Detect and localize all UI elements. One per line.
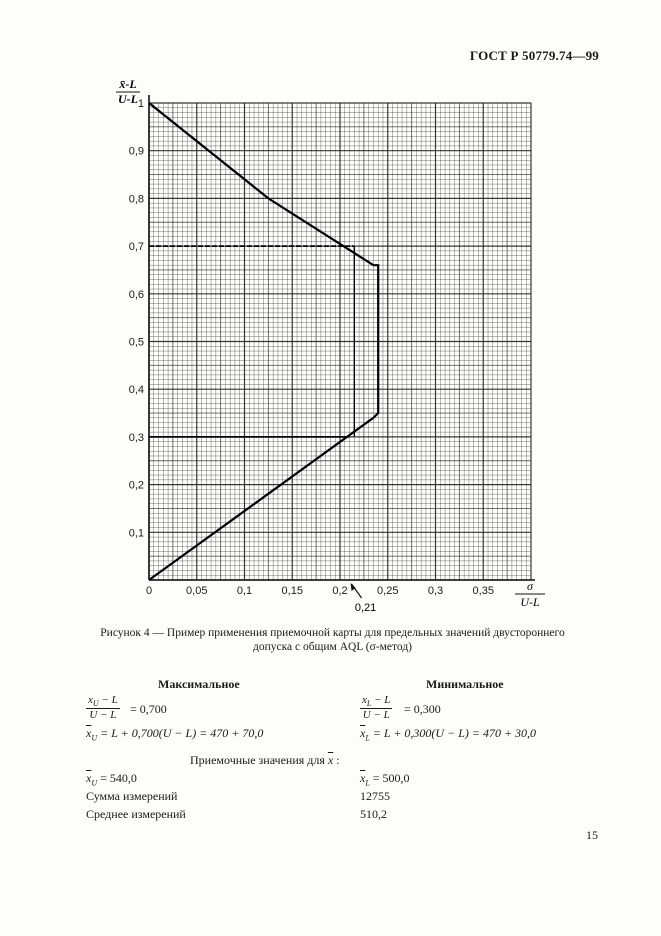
x-tick-label: 0 <box>145 585 153 597</box>
chart-grid <box>149 103 531 580</box>
x-axis-label-denominator: U-L <box>520 595 540 609</box>
x-tick-label: 0,1 <box>236 585 253 597</box>
mean-label: Среднее измерений <box>86 807 186 821</box>
right-formula: $\overline{x}_L = L + 0,300(U - L) = 470 + 30,0$ <box>360 726 537 743</box>
x-tick-label: 0,15 <box>281 585 303 597</box>
sum-value: 12755 <box>360 789 390 803</box>
right-fraction-denominator: U − L <box>362 709 390 722</box>
x-axis-label-numerator: σ <box>527 579 533 593</box>
chart-axes <box>149 95 535 580</box>
y-tick-label: 0,5 <box>128 336 144 349</box>
acceptance-upper: $\overline{x}_U = 540,0$ <box>86 771 137 788</box>
left-fraction-numerator: $x_U - L$ <box>88 694 118 709</box>
y-axis-label-numerator: x̄-L <box>119 77 137 91</box>
caption-line-2: допуска с общим AQL (σ-метод) <box>252 641 413 653</box>
x-tick-label: 0,25 <box>377 585 399 597</box>
y-tick-label: 0,7 <box>128 241 144 254</box>
x-tick-label: 0,3 <box>427 585 444 597</box>
annotation-arrow-head <box>351 583 356 591</box>
left-fraction-denominator: U − L <box>89 709 117 722</box>
y-tick-label: 0,4 <box>128 384 144 397</box>
left-formula: $\overline{x}_U = L + 0,700(U - L) = 470 + 70,0$ <box>86 726 264 743</box>
x-tick-label: 0,35 <box>472 585 494 597</box>
y-tick-label: 0,3 <box>128 431 144 444</box>
left-fraction <box>86 694 120 721</box>
figure-caption <box>60 626 605 654</box>
heading-maximum: Максимальное <box>158 677 240 691</box>
right-eq-value: = 0,300 <box>404 702 441 716</box>
right-fraction <box>360 694 392 721</box>
sum-label: Сумма измерений <box>86 789 178 803</box>
page-number: 15 <box>586 828 598 842</box>
annotation-label: 0,21 <box>354 602 377 614</box>
left-eq-value: = 0,700 <box>130 702 167 716</box>
x-tick-label: 0,05 <box>186 585 208 597</box>
y-tick-label: 0,8 <box>128 193 144 206</box>
y-tick-label: 0,6 <box>128 288 144 301</box>
right-fraction-numerator: $x_L - L$ <box>362 694 391 709</box>
acceptance-title: Приемочные значения для $\overline{x}$ : <box>190 753 340 767</box>
x-tick-label: 0,2 <box>332 585 348 597</box>
y-tick-label: 0,1 <box>128 527 144 540</box>
acceptance-lower: $\overline{x}_L = 500,0$ <box>360 771 410 788</box>
y-axis-label-denominator: U-L <box>118 92 138 106</box>
y-tick-label: 0,9 <box>128 145 144 158</box>
caption-line-1: Рисунок 4 — Пример применения приемочной карты для предельных значений двустороннего <box>100 627 565 639</box>
y-tick-label: 0,2 <box>128 479 144 492</box>
mean-value: 510,2 <box>360 807 387 821</box>
document-code: ГОСТ Р 50779.74—99 <box>469 48 599 63</box>
y-tick-label: 1 <box>137 98 144 110</box>
heading-minimum: Минимальное <box>426 677 504 691</box>
